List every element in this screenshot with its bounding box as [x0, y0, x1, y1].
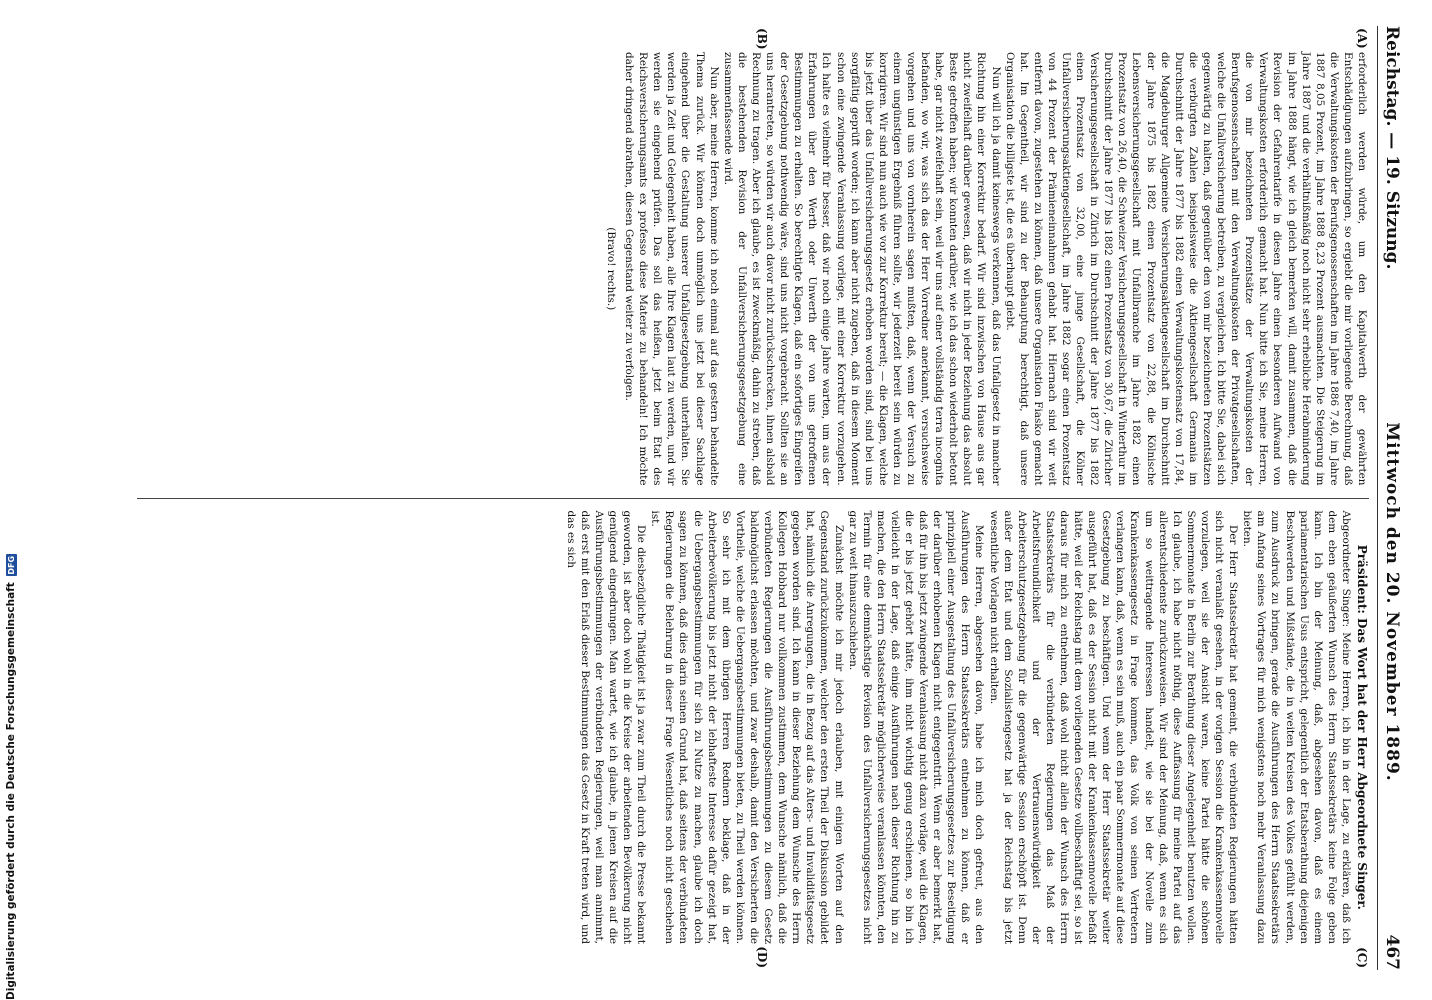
scanned-page	[116, 8, 1416, 992]
digitization-footer	[5, 554, 17, 1000]
left-paragraph-2: Nun will ich ja damit keineswegs verkennen, daß das Unfallgesetz in mancher Richtung hin einer Korrektur bedarf. Wir sind inzwischen von Hause aus gar nicht zweifelhaft darüber gewesen, daß wir nicht in jeder Beziehung das absolut Beste getroffen haben; wir konnten darüber, wie ich das schon wiederholt betont habe, gar nicht zweifelhaft sein, weil wir uns auf einer vollständig terra incognita befanden, wo wir, was sich das der Herr Vorredner anerkannt, versuchsweise vorgehen und uns von vornherein sagen mußten, daß, wenn der Versuch zu einem ungünstigen Ergebniß führen sollte, wir jederzeit bereit sein würden zu korrigiren. Wir sind nun auch wie vor zur Korrektur bereit; — die Klagen, welche bis jetzt über das Unfallversicherungsgesetz erhoben worden sind, sind bei uns sorgfältig geprüft worden; ich kann aber nicht zugeben, daß in diesem Moment schon eine zwingende Veranlassung vorliege, mit einer Korrektur vorzugehen. Ich halte es vielmehr für besser, daß wir noch einige Jahre warten, um aus der Erfahrungen über den Werth oder Unwerth der von uns getroffenen Bestimmungen zu erhalten. So berechtigte Klagen, daß ein sofortiges Eingreifen der Gesetzgebung nothwendig wäre, sind uns nicht vorgebracht. Sollten sie an uns herantreten, so würden wir auch davor nicht zurückschrecken, ihnen alsbald Rechnung zu tragen. Aber ich glaube, es ist zweckmäßig, dahin zu streben, daß die bestehenden Revision der Unfallversicherungsgesetzgebung eine zusammenfassende wird.	[721, 52, 1002, 486]
margin-marker-d: (D)	[755, 946, 769, 968]
header-left: Reichstag. — 19. Sitzung.	[1382, 26, 1402, 270]
right-paragraph-2: Der Herr Staatssekretär hat gemeint, die verbündeten Regierungen hätten sich nicht veranlaßt gesehen, in der vorigen Session die Krankenkassennovelle vorzulegen, weil sie der Ansicht waren, keine Partei hätte die schönen Sommermonate in Berlin zur Berathung dieser Angelegenheit benutzen wollen. Ich glaube, ich habe nicht nöthig, diese Auffassung für meine Partei auf das allerentschiedenste zurückzuweisen. Wir sind der Meinung, daß, wenn es sich um so weittragende Interessen handelt, wie sie bei der Novelle zum Krankenkassengesetz in Frage kommen, das Volk von seinen Vertretern verlangen kann, daß, wenn es sein muß, auch ein paar Sommermonate auf diese Gesetzgebung zu beschäftigen. Und wenn der Herr Staatssekretär weiter ausgeführt hat, daß es der Session nicht mit der Krankenkassennovelle befaßt hätte, weil der Reichstag mit dem vorliegenden Gesetze vollbeschäftigt sei, so ist daraus für mich zu entnehmen, daß wohl nicht allein der Wunsch des Herrn Staatssekretärs für die verbündeten Regierungen das Maß der Arbeitsfreundlichkeit und der Vertrauenswürdigkeit der Arbeiterschutzgesetzgebung für die gegenwärtige Session erschöpft ist. Denn außer dem Etat und dem Sozialistengesetz hat ja der Reichstag bis jetzt wesentliche Vorlagen nicht erhalten.	[987, 510, 1240, 944]
left-closing-note: (Bravo! rechts.)	[605, 227, 618, 311]
footer-text: Digitalisierung gefördert durch die Deutsche Forschungsgemeinschaft	[5, 582, 17, 1000]
left-paragraph-1: erforderlich werden würde, um den Kapitalwerth der gewährten Entschädigungen aufzubringen, so ergiebt die mir vorliegende Berechnung, daß die Verwaltungskosten der Berufsgenossenschaften im Jahre 1886 7,40, im Jahre 1887 8,05 Prozent, im Jahre 1888 8,23 Prozent ausmachten. Die Steigerung im Jahre 1887 und die verhältnißmäßig noch nicht sehr erhebliche Herabminderung im Jahre 1888 hängt, wie ich gleich bemerken will, damit zusammen, daß die Revision der Gefahrentarife in diesen Jahre einen besonderen Aufwand von Verwaltungskosten erforderlich gemacht hat. Nun bitte ich Sie, meine Herren, die von mir bezeichneten Prozentsätze der Verwaltungskosten der Berufsgenossenschaften mit den Verwaltungskosten der Privatgesellschaften, welche die Unfallversicherung betreiben, zu vergleichen. Ich bitte Sie, dabei sich gegenwärtig zu halten, daß gegenüber den von mir bezeichneten Prozentsätzen die verbürgten Zahlen beispielsweise die Aktiengesellschaft Germania im Durchschnitt der Jahre 1877 bis 1882 einen Verwaltungskostensatz von 17,84, die Magdeburger Allgemeine Versicherungsaktiengesellschaft im Durchschnitt der Jahre 1875 bis 1882 einen Prozentsatz von 22,88, die Kölnische Lebensversicherungsgesellschaft mit Unfallbranche im Jahre 1882 einen Prozentsatz von 26,40, die Schweizer Versicherungsgesellschaft in Winterthur im Durchschnitt der Jahre 1877 bis 1882 einen Prozentsatz von 30,67, die Züricher Versicherungsgesellschaft in Zürich im Durchschnitt der Jahre 1877 bis 1882 einen Prozentsatz von 32,00, eine junge Gesellschaft, die Kölner Unfallversicherungsaktiengesellschaft, im Jahre 1882 sogar einen Prozentsatz von 44 Prozent der Prämieneinnahmen gehabt hat. Hiernach sind wir weit entfernt davon, zugestehen zu können, daß unsere Organisation Fiasko gemacht hat. Im Gegentheil, wir sind zu der Behauptung berechtigt, daß unsere Organisation die billigste ist, die es überhaupt giebt.	[1003, 52, 1368, 486]
right-paragraph-4: Zunächst möchte ich mir jedoch erlauben, mit einigen Worten auf den Gegenstand zurückzukommen, welcher den ersten Theil der Diskussion gebildet hat, nämlich die Anregungen, die in Bezug auf das Alters- und Invaliditätsgesetz gegeben worden sind. Ich kann in dieser Beziehung dem Wunsche des Herrn Kollegen Hobbard nur vollkommen zustimmen, dem Wunsche nämlich, daß die verbündeten Regierungen die Ausführungsbestimmungen zu diesem Gesetz baldmöglichst erlassen möchten, und zwar deshalb, damit den Versicherten die Vortheile, welche die Uebergangsbestimmungen bieten, zu Theil werden können. So sehr ich mit dem übrigen Herren Rednern beklage, daß in der Arbeiterbevölkerung bis jetzt nicht der lebhafteste Interesse dafür gezeigt hat, die Uebergangsbestimmungen für sich zu Nutze zu machen, glaube ich doch sagen zu können, daß dies darin seinen Grund hat, daß seitens der verbündeten Regierungen die Belehrung in dieser Frage Wesentliches noch nicht geschehen ist.	[649, 510, 845, 944]
margin-marker-b: (B)	[755, 28, 769, 50]
right-column	[137, 499, 1369, 971]
dfg-logo-icon: DFG	[6, 555, 16, 575]
right-heading: Präsident: Das Wort hat der Herr Abgeordnete Singer.	[1355, 544, 1369, 910]
right-paragraph-3: Meine Herren, abgesehen davon, habe ich mich doch gefreut, aus den Ausführungen des Herrn Staatssekretärs entnehmen zu können, daß er prinzipiell einer Ausgestaltung des Unfallversicherungsgesetzes zur Beseitigung der darüber erhobenen Klagen nicht entgegentritt. Wenn er aber bemerkt hat, daß für ihn bis jetzt zwingende Veranlassung nicht dazu vorläge, weil die Klagen, die er bis jetzt gehört hätte, ihm nicht wichtig genug erschienen, so bin ich vielleicht in der Lage, daß einige Ausführungen nach dieser Richtung hin zu machen, die den Herrn Staatssekretär möglicherweise veranlassen könnten, den Termin für eine demnächstige Revision des Unfallversicherungsgesetzes nicht gar zu weit hinauszuschieben.	[846, 510, 986, 944]
margin-marker-a: (A)	[1355, 28, 1369, 49]
page-header	[1377, 26, 1402, 970]
left-paragraph-3: Nun aber, meine Herren, komme ich noch einmal auf das gestern behandelte Thema zurück. Wir können doch unmöglich uns jetzt bei dieser Sachlage eingehend über die Gestaltung unserer Unfallgesetzgebung unterhalten. Sie werden ja Zeit und Gelegenheit haben, alle Ihre Klagen laut zu werden, und wir werden sie eingehend prüfen. Das soll das heißen, jetzt beim Etat des Reichsversicherungsamts ex professo diese Materie zu behandeln! Ich möchte daher dringend abrathen, diesen Gegenstand weiter zu verfolgen.	[623, 52, 720, 486]
page-number: 467	[1382, 934, 1402, 970]
left-column	[137, 26, 1369, 498]
margin-marker-c: (C)	[1355, 947, 1369, 968]
right-paragraph-1: Abgeordneter Singer: Meine Herren, ich bin in der Lage, zu erklären, daß ich dem eben geäußerten Wunsch des Herrn Staatssekretärs keine Folge geben kann. Ich bin der Meinung, daß, abgesehen davon, daß es einem parlamentarischen Usus entspricht, gelegentlich der Etatsberathung diejenigen Beschwerden und Mißstände, die in weiten Kreisen des Volkes gefühlt werden, zum Ausdruck zu bringen, gerade die Ausführungen des Herrn Staatssekretärs am Anfang seines Vortrages für mich wenigstens noch mehr Veranlassung dazu bieten.	[1241, 510, 1352, 944]
right-paragraph-5: Die diesbezügliche Thätigkeit ist ja zwar zum Theil durch die Presse bekannt geworden, ist aber doch wohl in die Kreise der arbeitenden Bevölkerung nicht genügend eingedrungen. Man wartet, wie ich glaube, in jenen Kreisen auf die Ausführungsbestimmungen der verbündeten Regierungen, weil man annimmt, daß erst mit den Erlaß dieser Bestimmungen das Gesetz in Kraft treten wird, und das es sich	[564, 510, 648, 944]
header-date: Mittwoch den 20. November 1889.	[1382, 422, 1402, 782]
